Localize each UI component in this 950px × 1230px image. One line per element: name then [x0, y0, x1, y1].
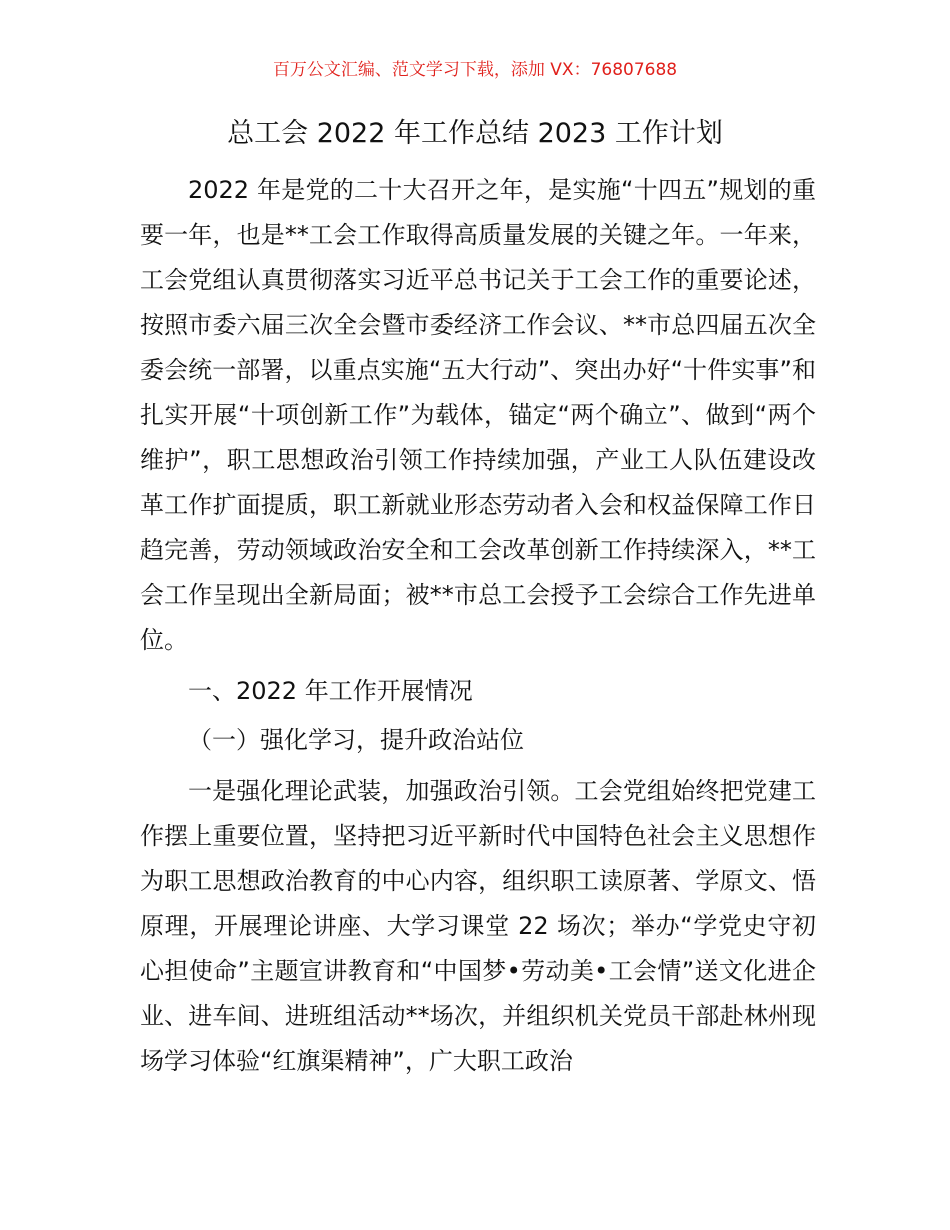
body-paragraph: 一是强化理论武装，加强政治引领。工会党组始终把党建工作摆上重要位置，坚持把习近平新时代中国特色社会主义思想作为职工思想政治教育的中心内容，组织职工读原著、学原文、悟原理，开展理论讲座、大学习课堂 22 场次；举办“学党史守初心担使命”主题宣讲教育和“中国梦•劳动美•工会情”送文化进企业、进车间、进班组活动**场次，并组织机关党员干部赴林州现场学习体验“红旗渠精神”，广大职工政治: [140, 777, 816, 1075]
document-body: [140, 168, 816, 1084]
intro-paragraph: 2022 年是党的二十大召开之年，是实施“十四五”规划的重要一年，也是**工会工作取得高质量发展的关键之年。一年来，工会党组认真贯彻落实习近平总书记关于工会工作的重要论述，按照市委六届三次全会暨市委经济工作会议、**市总四届五次全委会统一部署，以重点实施“五大行动”、突出办好“十件实事”和扎实开展“十项创新工作”为载体，锚定“两个确立”、做到“两个维护”，职工思想政治引领工作持续加强，产业工人队伍建设改革工作扩面提质，职工新就业形态劳动者入会和权益保障工作日趋完善，劳动领域政治安全和工会改革创新工作持续深入，**工会工作呈现出全新局面；被**市总工会授予工会综合工作先进单位。: [140, 176, 816, 654]
header-watermark-note: 百万公文汇编、范文学习下载，添加 VX：76807688: [272, 60, 678, 80]
document-title: 总工会 2022 年工作总结 2023 工作计划: [227, 118, 723, 149]
subsection-heading-1: （一）强化学习，提升政治站位: [188, 726, 524, 754]
section-heading-1: 一、2022 年工作开展情况: [188, 677, 473, 705]
